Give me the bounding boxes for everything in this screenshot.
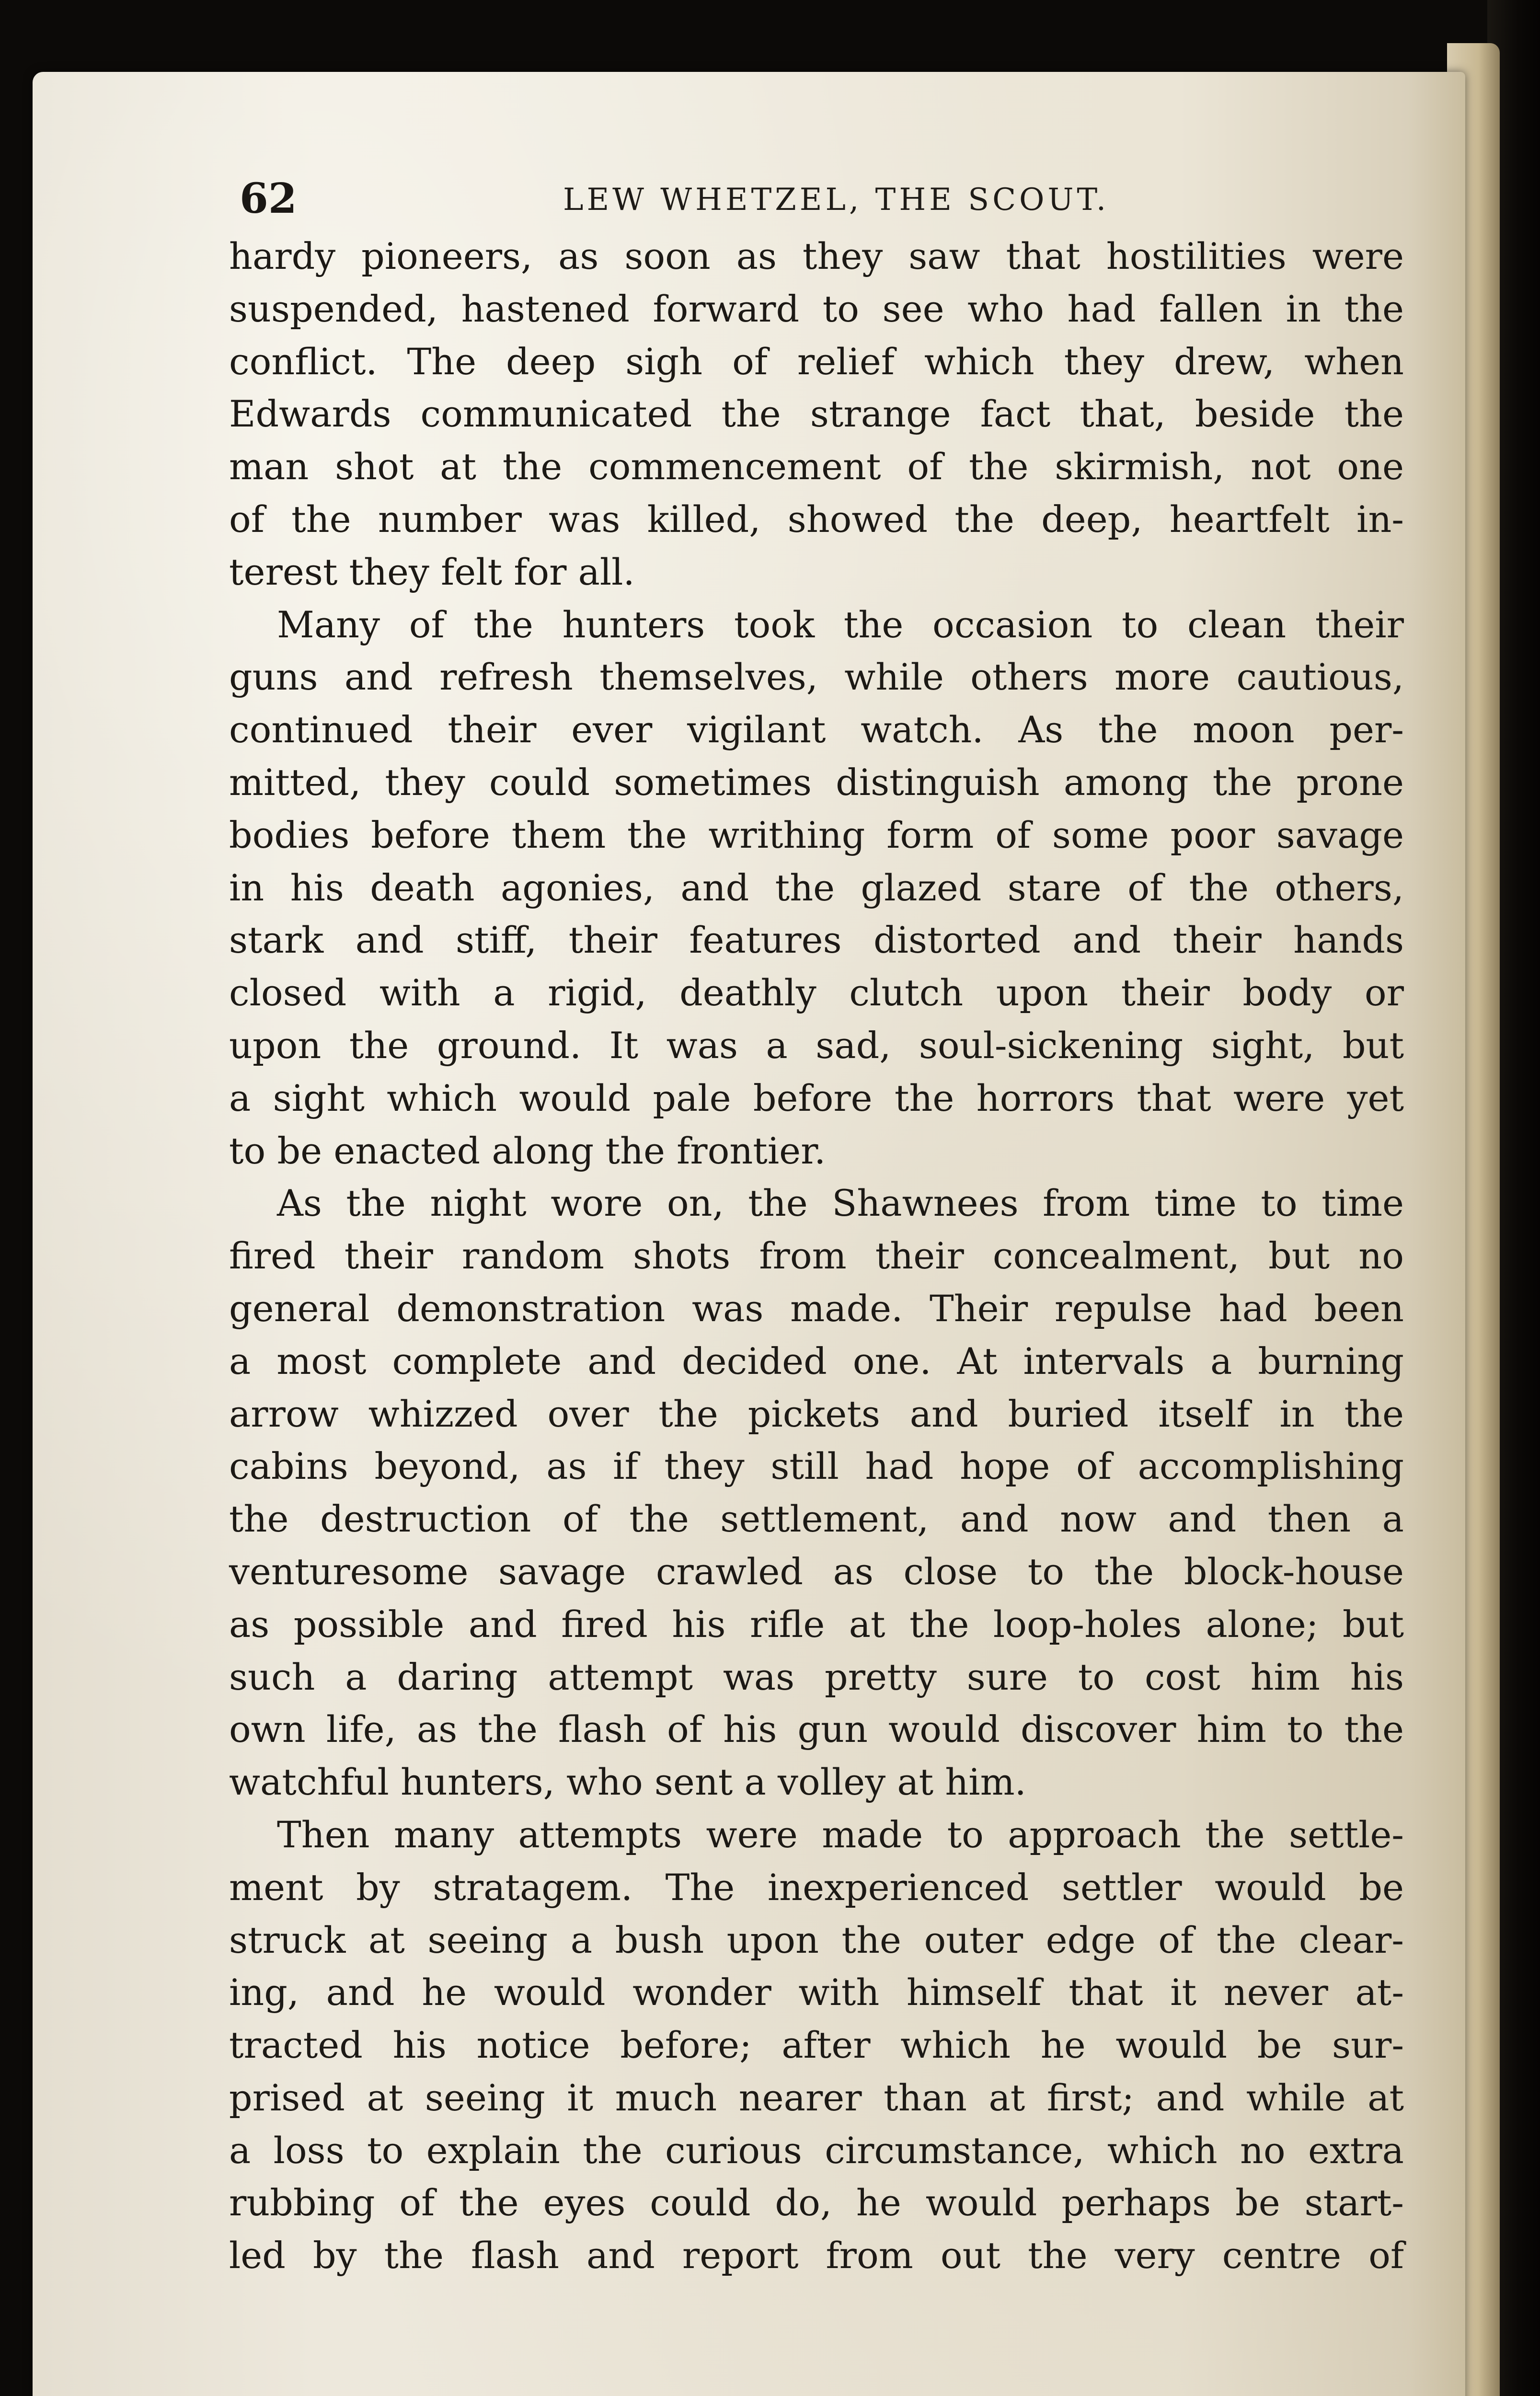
text-line: the destruction of the settlement, and now and then a [229,1498,1404,1541]
text-line: led by the flash and report from out the very centre of [229,2234,1404,2277]
page-number: 62 [240,174,297,223]
text-line: general demonstration was made. Their repulse had been [229,1287,1404,1330]
text-line: to be enacted along the frontier. [229,1129,826,1172]
text-line: upon the ground. It was a sad, soul-sickening sight, but [229,1024,1404,1067]
text-line: prised at seeing it much nearer than at first; and while at [229,2076,1404,2119]
text-line: ment by stratagem. The inexperienced settler would be [229,1866,1404,1909]
text-line: venturesome savage crawled as close to the block-house [229,1550,1404,1593]
text-line: such a daring attempt was pretty sure to cost him his [229,1655,1404,1698]
text-line: As the night wore on, the Shawnees from time to time [277,1182,1404,1225]
text-line: as possible and fired his rifle at the loop-holes alone; but [229,1602,1404,1646]
text-line: cabins beyond, as if they still had hope of accomplishing [229,1445,1404,1488]
text-line: bodies before them the writhing form of some poor savage [229,813,1404,856]
text-line: ing, and he would wonder with himself that it never at- [229,1971,1404,2014]
text-line: of the number was killed, showed the deep, heartfelt in- [229,497,1404,541]
text-line: own life, as the flash of his gun would discover him to the [229,1708,1404,1751]
text-line: arrow whizzed over the pickets and buried itself in the [229,1392,1404,1435]
text-line: guns and refresh themselves, while others more cautious, [229,656,1404,699]
text-line: rubbing of the eyes could do, he would perhaps be start- [229,2181,1404,2224]
text-line: Many of the hunters took the occasion to clean their [277,603,1404,646]
text-line: terest they felt for all. [229,550,635,593]
text-line: watchful hunters, who sent a volley at him. [229,1761,1026,1804]
text-line: mitted, they could sometimes distinguish among the prone [229,760,1404,804]
text-line: closed with a rigid, deathly clutch upon their body or [229,971,1404,1014]
text-line: Edwards communicated the strange fact that, beside the [229,392,1404,436]
text-line: a most complete and decided one. At intervals a burning [229,1339,1404,1382]
text-line: hardy pioneers, as soon as they saw that hostilities were [229,235,1404,277]
page-header [240,168,1404,240]
text-line: suspended, hastened forward to see who had fallen in the [229,287,1404,330]
text-line: a loss to explain the curious circumstance, which no extra [229,2129,1404,2172]
text-line: continued their ever vigilant watch. As the moon per- [229,708,1404,751]
text-line: fired their random shots from their concealment, but no [229,1234,1404,1278]
body-text [229,230,1404,2282]
text-line: Then many attempts were made to approach the settle- [277,1813,1404,1856]
text-line: in his death agonies, and the glazed stare of the others, [229,866,1404,909]
text-line: stark and stiff, their features distorted and their hands [229,919,1404,962]
text-line: a sight which would pale before the horrors that were yet [229,1076,1404,1119]
running-title: LEW WHETZEL, THE SCOUT. [563,182,1110,218]
text-line: struck at seeing a bush upon the outer edge of the clear- [229,1918,1404,1961]
text-line: man shot at the commencement of the skirmish, not one [229,445,1404,488]
text-line: conflict. The deep sigh of relief which they drew, when [229,340,1404,383]
text-line: tracted his notice before; after which he would be sur- [229,2024,1404,2067]
